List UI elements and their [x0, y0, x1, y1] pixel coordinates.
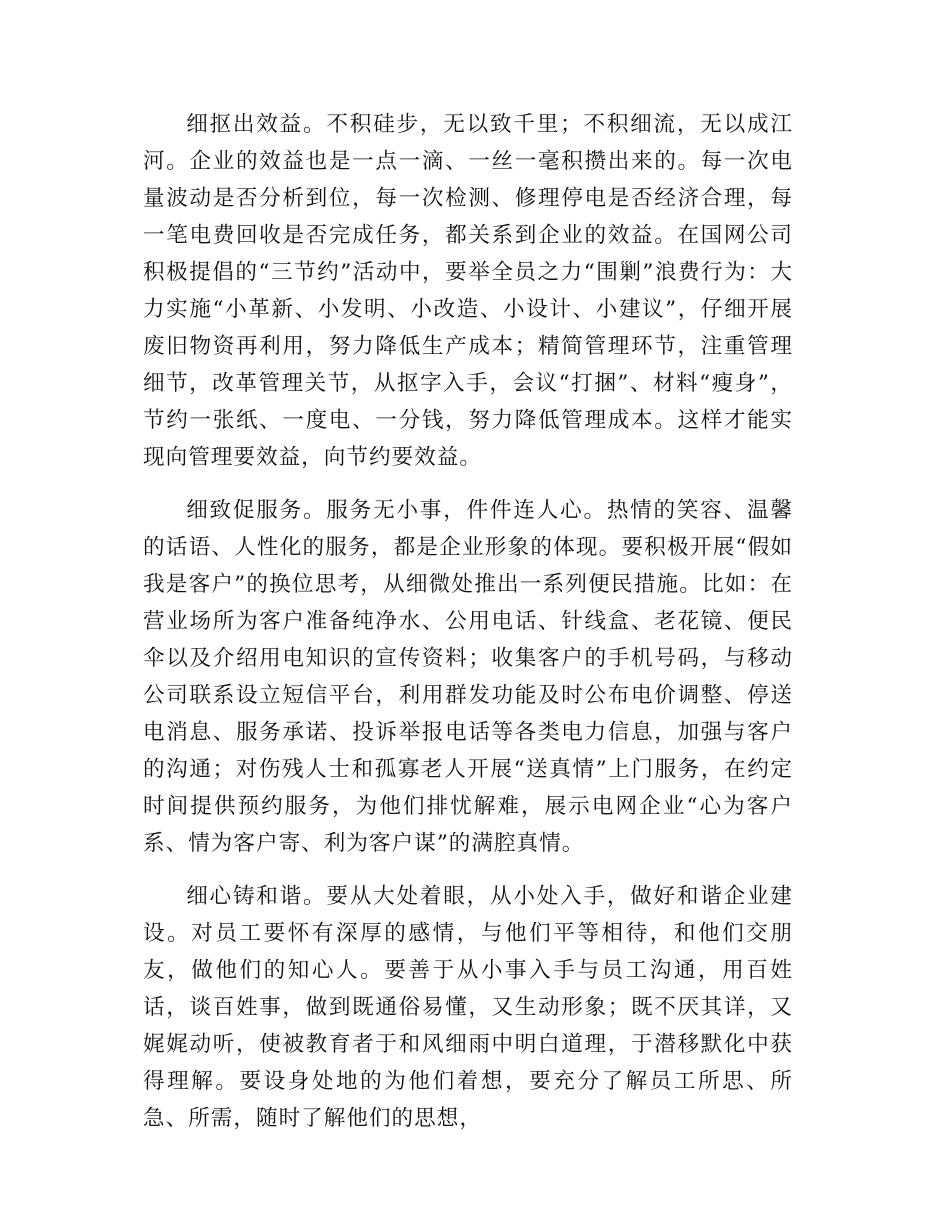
paragraph-service: 细致促服务。服务无小事，件件连人心。热情的笑容、温馨的话语、人性化的服务，都是企业形象的体现。要积极开展“假如我是客户”的换位思考，从细微处推出一系列便民措施。比如：在营业场所为客户准备纯净水、公用电话、针线盒、老花镜、便民伞以及介绍用电知识的宣传资料；收集客户的手机号码，与移动公司联系设立短信平台，利用群发功能及时公布电价调整、停送电消息、服务承诺、投诉举报电话等各类电力信息，加强与客户的沟通；对伤残人士和孤寡老人开展“送真情”上门服务，在约定时间提供预约服务，为他们排忧解难，展示电网企业“心为客户系、情为客户寄、利为客户谋”的满腔真情。: [143, 498, 793, 856]
paragraph-efficiency: 细抠出效益。不积硅步，无以致千里；不积细流，无以成江河。企业的效益也是一点一滴、一丝一毫积攒出来的。每一次电量波动是否分析到位，每一次检测、修理停电是否经济合理，每一笔电费回收是否完成任务，都关系到企业的效益。在国网公司积极提倡的“三节约”活动中，要举全员之力“围剿”浪费行为：大力实施“小革新、小发明、小改造、小设计、小建议”，仔细开展废旧物资再利用，努力降低生产成本；精简管理环节，注重管理细节，改革管理关节，从抠字入手，会议“打捆”、材料“瘦身”，节约一张纸、一度电、一分钱，努力降低管理成本。这样才能实现向管理要效益，向节约要效益。: [143, 112, 793, 470]
document-body: [143, 106, 793, 1137]
paragraph-harmony: 细心铸和谐。要从大处着眼，从小处入手，做好和谐企业建设。对员工要怀有深厚的感情，与他们平等相待，和他们交朋友，做他们的知心人。要善于从小事入手与员工沟通，用百姓话，谈百姓事，做到既通俗易懂，又生动形象；既不厌其详，又娓娓动听，使被教育者于和风细雨中明白道理，于潜移默化中获得理解。要设身处地的为他们着想，要充分了解员工所思、所急、所需，随时了解他们的思想，: [143, 884, 793, 1131]
